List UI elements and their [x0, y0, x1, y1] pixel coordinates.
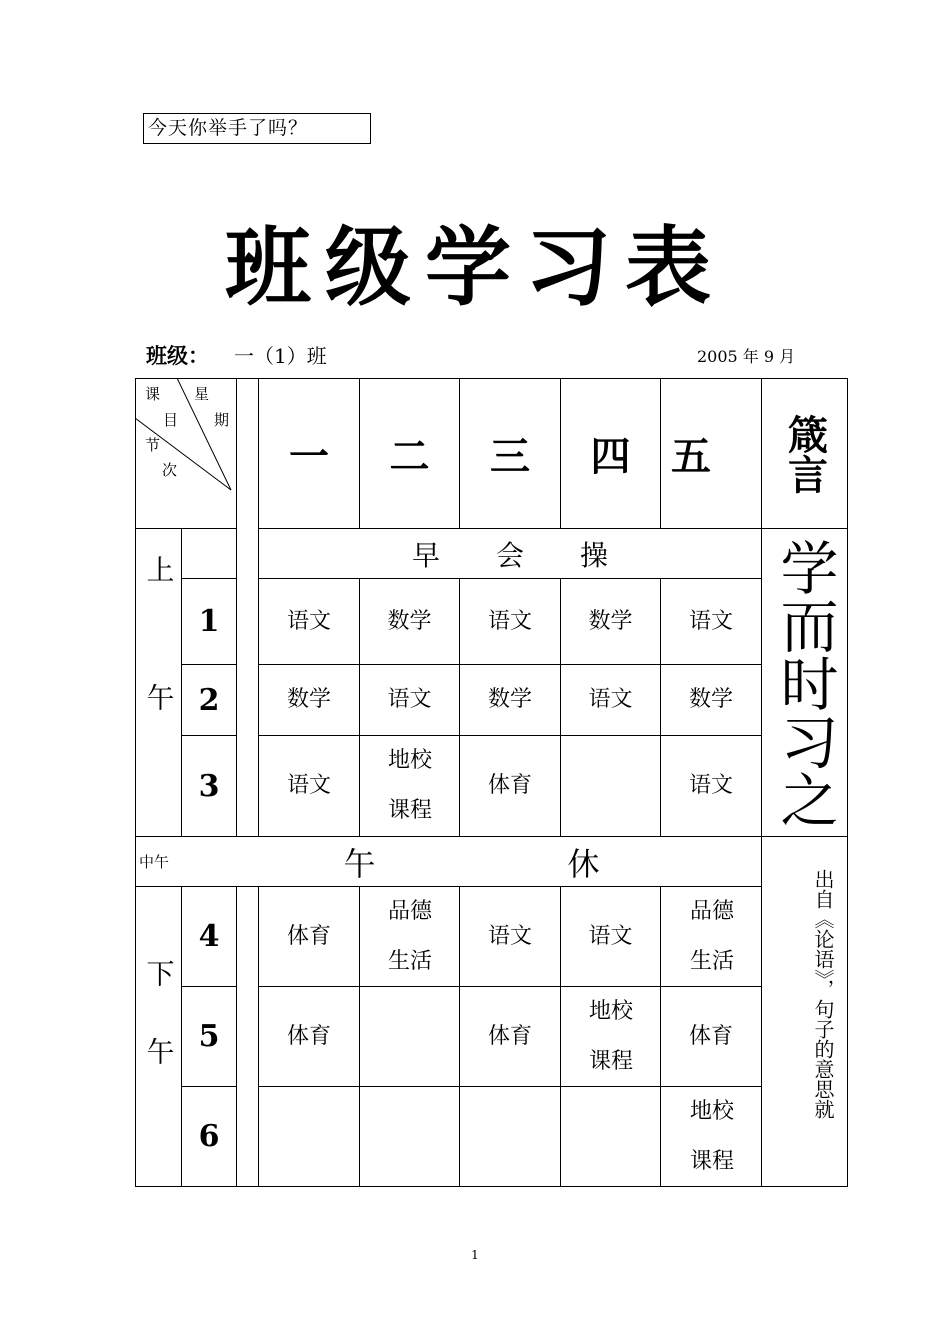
p3-mon: 语文: [286, 773, 331, 798]
p4-tue: 品德生活: [387, 898, 432, 974]
section-morning: 上午: [142, 554, 176, 811]
p1-fri: 语文: [688, 608, 733, 634]
p2-tue: 语文: [387, 687, 432, 712]
p3-fri: 语文: [688, 773, 733, 798]
morning-exercise: 早 会 操: [411, 538, 608, 572]
p5-thu: 地校课程: [588, 998, 633, 1074]
p6-wed: [460, 1087, 560, 1186]
p6-mon: [259, 1087, 359, 1186]
p5-mon: 体育: [286, 1023, 331, 1049]
motto-title: 箴言: [781, 413, 828, 494]
period-3: 3: [198, 768, 220, 804]
p6-fri: 地校课程: [689, 1098, 734, 1174]
date: 2005 年 9 月: [697, 347, 796, 366]
noon-rest: 午 休: [343, 844, 600, 883]
p1-thu: 数学: [588, 608, 633, 634]
p4-thu: 语文: [588, 923, 633, 949]
p1-mon: 语文: [286, 608, 331, 634]
p3-tue: 地校课程: [387, 748, 432, 823]
p4-mon: 体育: [286, 923, 331, 949]
p1-wed: 语文: [487, 608, 532, 634]
p4-wed: 语文: [487, 923, 532, 949]
p3-thu: [561, 736, 660, 836]
p3-wed: 体育: [487, 773, 532, 798]
p6-tue: [360, 1087, 459, 1186]
period-5: 5: [198, 1019, 220, 1054]
corner-jie: 节: [145, 436, 161, 454]
day-header-1: 一: [289, 434, 329, 480]
section-afternoon: 下午: [142, 958, 176, 1115]
corner-mu: 目: [163, 411, 179, 429]
section-noon: 中午: [138, 852, 169, 871]
p2-wed: 数学: [487, 687, 532, 712]
p5-fri: 体育: [688, 1023, 733, 1049]
period-4: 4: [198, 919, 220, 954]
p5-wed: 体育: [487, 1023, 532, 1049]
corner-xing: 星: [194, 385, 210, 403]
proverb-note: 出自《论语》，句子的意思就: [811, 869, 835, 1119]
period-2: 2: [198, 682, 220, 718]
p2-thu: 语文: [588, 687, 633, 712]
page-title: 班级学习表: [225, 218, 725, 318]
p4-fri: 品德生活: [689, 898, 734, 974]
day-header-4: 四: [590, 434, 631, 480]
period-1: 1: [198, 604, 220, 639]
p1-tue: 数学: [387, 608, 432, 634]
corner-qi: 期: [214, 411, 230, 429]
p2-fri: 数学: [688, 687, 733, 712]
class-value: 一（1）班: [234, 344, 327, 368]
day-header-5: 五: [671, 434, 711, 480]
p5-tue: [360, 987, 459, 1086]
corner-ke: 课: [145, 385, 161, 403]
day-header-2: 二: [389, 434, 430, 480]
page-number: 1: [471, 1248, 479, 1262]
proverb: 学而时习之: [770, 537, 839, 828]
slogan-box: 今天你举手了吗？: [143, 113, 371, 144]
day-header-3: 三: [490, 434, 530, 480]
class-label: 班级：: [146, 344, 209, 368]
corner-ci: 次: [162, 461, 178, 479]
p6-thu: [561, 1087, 660, 1186]
p2-mon: 数学: [286, 687, 331, 712]
period-6: 6: [198, 1119, 220, 1154]
